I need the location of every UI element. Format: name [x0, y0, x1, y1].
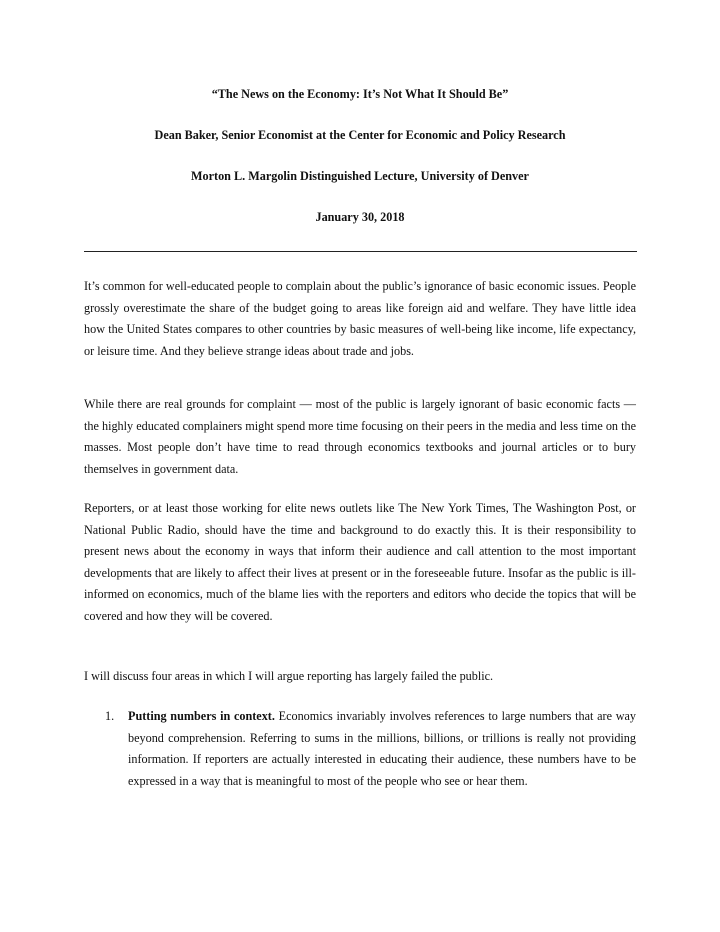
list-item-lead: Putting numbers in context.: [128, 709, 275, 723]
paragraph-four-areas: I will discuss four areas in which I will argue reporting has largely failed the public.: [84, 669, 494, 683]
list-item-number: 1.: [105, 709, 115, 723]
paragraph-complaint: While there are real grounds for complaint — most of the public is largely ignorant of basic economic facts — the highly educated complainers might spend more time focusing on their peers in the media and less time on the masses. Most people don’t have time to read through economics textbooks and journal articles or to bury themselves in government data.: [84, 397, 636, 476]
list-item: [84, 706, 636, 792]
horizontal-divider: [84, 251, 637, 252]
list-item-body: [128, 706, 636, 792]
event-line: Morton L. Margolin Distinguished Lecture, University of Denver: [191, 169, 529, 183]
paragraph-reporters: Reporters, or at least those working for elite news outlets like The New York Times, The Washington Post, or National Public Radio, should have the time and background to do exactly this. It is their responsibility to present news about the economy in ways that inform their audience and call attention to the most important developments that are likely to affect their lives at present or in the foreseeable future. Insofar as the public is ill-informed on economics, much of the blame lies with the reporters and editors who decide the topics that will be covered and how they will be covered.: [84, 501, 636, 623]
author-line: Dean Baker, Senior Economist at the Center for Economic and Policy Research: [154, 128, 566, 142]
date-line: January 30, 2018: [315, 210, 405, 224]
lecture-title: “The News on the Economy: It’s Not What It Should Be”: [211, 87, 509, 101]
list-item-text: Economics invariably involves references to large numbers that are way beyond comprehension. Referring to sums in the millions, billions, or trillions is really not providing information. If reporters are actually interested in educating their audience, these numbers have to be expressed in a way that is meaningful to most of the people who see or hear them.: [128, 709, 637, 788]
paragraph-intro: It’s common for well-educated people to complain about the public’s ignorance of basic economic issues. People grossly overestimate the share of the budget going to areas like foreign aid and welfare. They have little idea how the United States compares to other countries by basic measures of well-being like income, life expectancy, or leisure time. And they believe strange ideas about trade and jobs.: [84, 279, 636, 358]
